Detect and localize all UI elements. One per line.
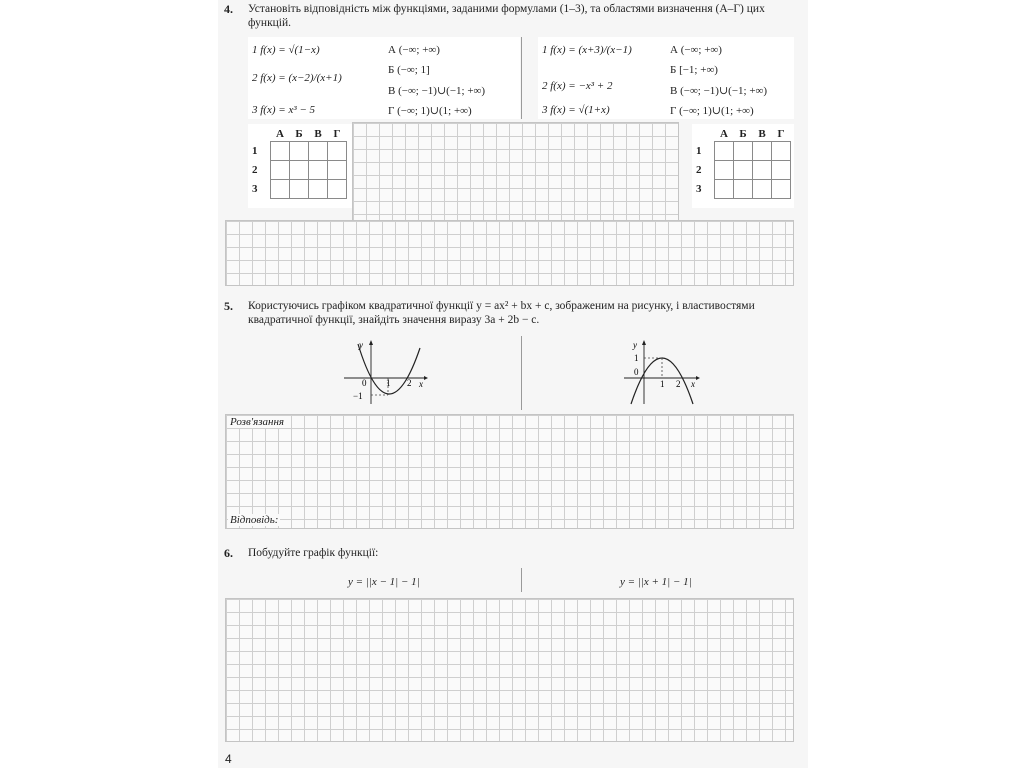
col-a: А	[720, 128, 728, 140]
axis-x-label: x	[691, 379, 695, 389]
answer-cell[interactable]	[715, 161, 734, 180]
row-3: 3	[696, 183, 702, 195]
divider	[521, 336, 522, 410]
solution-grid[interactable]	[225, 414, 794, 529]
domain-b: Б [−1; +∞)	[670, 64, 718, 76]
answer-cell[interactable]	[734, 161, 753, 180]
row-2: 2	[252, 164, 258, 176]
answer-cell[interactable]	[734, 142, 753, 161]
task4-number: 4.	[224, 2, 233, 16]
domain-a: А (−∞; +∞)	[670, 44, 722, 56]
scratch-grid	[352, 122, 679, 222]
page-number: 4	[225, 752, 232, 766]
tick-y1: 1	[634, 353, 639, 363]
col-v: В	[314, 128, 322, 140]
col-a: А	[276, 128, 284, 140]
domain-v: В (−∞; −1)∪(−1; +∞)	[388, 85, 486, 97]
answer-cell[interactable]	[328, 180, 347, 199]
tick-1: 1	[386, 378, 391, 388]
axis-y-label: y	[359, 340, 363, 350]
row-1: 1	[696, 145, 702, 157]
function-1: 1 f(x) = (x+3)/(x−1)	[542, 44, 632, 56]
task5-text: Користуючись графіком квадратичної функції y = ax² + bx + c, зображеним на рисунку, і властивостями квадратичної функції, знайдіть значення виразу 3a + 2b − c.	[248, 300, 755, 326]
answer-cell[interactable]	[328, 142, 347, 161]
answer-cell[interactable]	[328, 161, 347, 180]
origin-label: 0	[634, 367, 639, 377]
answer-cell[interactable]	[753, 142, 772, 161]
task6-text: Побудуйте графік функції:	[248, 547, 379, 559]
domain-g: Г (−∞; 1)∪(1; +∞)	[670, 105, 754, 117]
answer-cell[interactable]	[753, 161, 772, 180]
origin-label: 0	[362, 378, 367, 388]
axis-y-label: y	[633, 340, 637, 350]
task4-text: Установіть відповідність між функціями, заданими формулами (1–3), та областями визначення (А–Г) цих функцій.	[248, 3, 765, 29]
answer-cell[interactable]	[753, 180, 772, 199]
answer-cell[interactable]	[309, 161, 328, 180]
graph-right	[612, 338, 702, 406]
axis-x-label: x	[419, 379, 423, 389]
answer-cell[interactable]	[271, 161, 290, 180]
answer-cell[interactable]	[309, 142, 328, 161]
function-1: 1 f(x) = √(1−x)	[252, 44, 320, 56]
answer-cell[interactable]	[290, 180, 309, 199]
divider	[521, 37, 522, 119]
function-2: 2 f(x) = −x³ + 2	[542, 80, 613, 92]
answer-cell[interactable]	[290, 142, 309, 161]
formula-left: y = ||x − 1| − 1|	[348, 576, 420, 588]
col-v: В	[758, 128, 766, 140]
function-3: 3 f(x) = √(1+x)	[542, 104, 610, 116]
answer-label: Відповідь:	[230, 514, 279, 526]
tick-2: 2	[676, 379, 681, 389]
domain-g: Г (−∞; 1)∪(1; +∞)	[388, 105, 472, 117]
tick-2: 2	[407, 378, 412, 388]
function-2: 2 f(x) = (x−2)/(x+1)	[252, 72, 342, 84]
solution-label: Розв'язання	[230, 416, 285, 428]
col-b: Б	[295, 128, 303, 140]
domain-b: Б (−∞; 1]	[388, 64, 430, 76]
row-2: 2	[696, 164, 702, 176]
graph-left	[340, 338, 430, 406]
col-b: Б	[739, 128, 747, 140]
answer-cell[interactable]	[271, 142, 290, 161]
domain-a: А (−∞; +∞)	[388, 44, 440, 56]
answer-cell[interactable]	[772, 142, 791, 161]
function-3: 3 f(x) = x³ − 5	[252, 104, 316, 116]
answer-cell[interactable]	[271, 180, 290, 199]
answer-cell[interactable]	[309, 180, 328, 199]
formula-right: y = ||x + 1| − 1|	[620, 576, 692, 588]
plot-grid[interactable]	[225, 598, 794, 742]
row-3: 3	[252, 183, 258, 195]
answer-table-right	[692, 124, 794, 208]
answer-cell[interactable]	[734, 180, 753, 199]
tick-1: 1	[660, 379, 665, 389]
task5-number: 5.	[224, 299, 233, 313]
answer-cell[interactable]	[715, 180, 734, 199]
answer-table-left	[248, 124, 352, 208]
domain-v: В (−∞; −1)∪(−1; +∞)	[670, 85, 768, 97]
row-1: 1	[252, 145, 258, 157]
col-g: Г	[333, 128, 341, 140]
col-g: Г	[777, 128, 785, 140]
divider	[521, 568, 522, 592]
task6-number: 6.	[224, 546, 233, 560]
tick-neg1: −1	[353, 391, 363, 401]
answer-cell[interactable]	[772, 180, 791, 199]
answer-cell[interactable]	[715, 142, 734, 161]
scratch-grid	[225, 220, 794, 286]
answer-cell[interactable]	[290, 161, 309, 180]
answer-cell[interactable]	[772, 161, 791, 180]
